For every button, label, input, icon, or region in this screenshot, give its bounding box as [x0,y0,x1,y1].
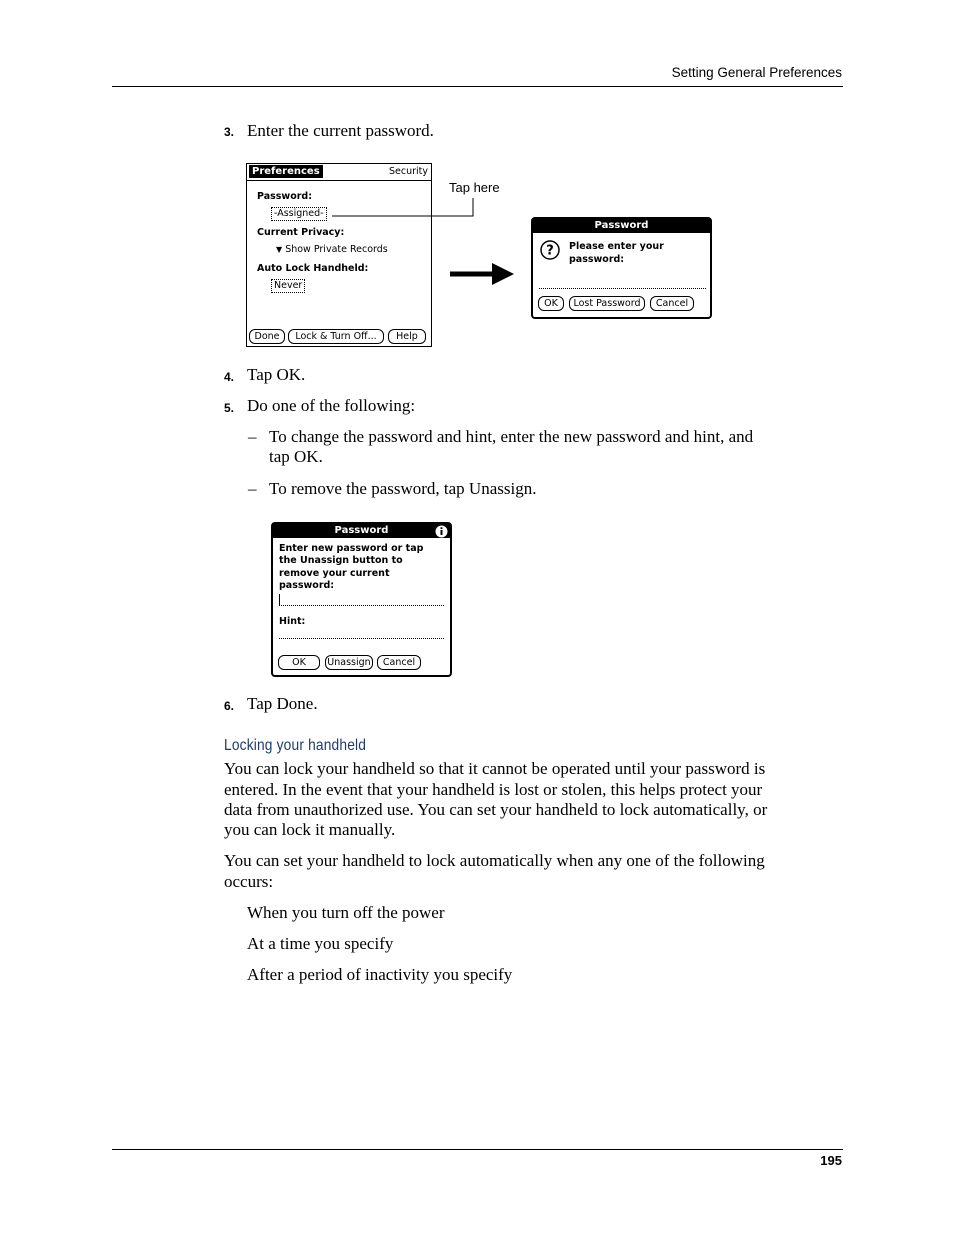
step-6-text: Tap Done. [247,694,318,713]
password-assigned-box[interactable]: -Assigned- [271,207,327,221]
bullet-1-line-2: tap OK. [269,447,323,466]
page-number: 195 [820,1153,842,1168]
section-heading: Locking your handheld [224,737,367,754]
message-line-2: the Unassign button to [279,555,403,566]
list-item: At a time you specify [247,934,394,953]
preferences-tab-title: Preferences [249,165,323,178]
bullet-dash: – [248,479,257,498]
password-label: Password: [257,191,313,202]
message-line-1: Enter new password or tap [279,543,424,554]
footer-rule [112,1149,843,1150]
question-icon [539,239,561,261]
step-5-text: Do one of the following: [247,396,416,415]
hint-label: Hint: [279,616,306,627]
cancel-button[interactable]: Cancel [377,655,421,670]
running-header: Setting General Preferences [671,65,842,80]
ok-button[interactable]: OK [538,296,564,311]
callout-leader-line [330,196,480,221]
list-item: When you turn off the power [247,903,445,922]
prompt-line-1: Please enter your [569,241,664,252]
privacy-value: Show Private Records [285,244,388,255]
cancel-button[interactable]: Cancel [650,296,694,311]
done-button[interactable]: Done [249,329,285,344]
text-cursor [279,594,280,605]
para-1-line-4: you can lock it manually. [224,820,396,839]
auto-lock-never-box[interactable]: Never [271,279,305,293]
info-icon[interactable] [435,525,448,538]
message-line-4: password: [279,580,335,591]
step-4-text: Tap OK. [247,365,306,384]
lost-password-button[interactable]: Lost Password [569,296,645,311]
step-3-text: Enter the current password. [247,121,434,140]
message-line-3: remove your current [279,568,390,579]
triangle-down-icon: ▼ [276,245,283,254]
password-entry-field[interactable] [539,288,706,289]
dialog-title: Password [273,524,450,538]
right-arrow-icon [448,260,518,290]
dialog-title: Password [533,219,710,233]
para-1-line-2: entered. In the event that your handheld is lost or stolen, this helps protect your [224,780,763,799]
auto-lock-label: Auto Lock Handheld: [257,263,369,274]
unassign-button[interactable]: Unassign [325,655,373,670]
privacy-selector[interactable] [276,244,388,255]
new-password-dialog [271,522,452,677]
lock-turn-off-button[interactable]: Lock & Turn Off... [288,329,384,344]
step-4-number: 4. [224,370,235,384]
para-1-line-3: data from unauthorized use. You can set your handheld to lock automatically, or [224,800,768,819]
password-dialog [531,217,712,319]
screen-title-bar [247,164,431,181]
step-5-number: 5. [224,401,235,415]
bullet-2-text: To remove the password, tap Unassign. [269,479,537,498]
hint-field[interactable] [279,638,444,639]
prompt-line-2: password: [569,254,625,265]
para-1-line-1: You can lock your handheld so that it cannot be operated until your password is [224,759,766,778]
para-2-line-2: occurs: [224,872,274,891]
bullet-1-line-1: To change the password and hint, enter the new password and hint, and [269,427,754,446]
tap-here-callout: Tap here [449,180,500,195]
list-item: After a period of inactivity you specify [247,965,513,984]
bullet-dash: – [248,427,257,446]
ok-button[interactable]: OK [278,655,320,670]
para-2-line-1: You can set your handheld to lock automatically when any one of the following [224,851,765,870]
header-rule [112,86,843,87]
security-prefs-screen [246,163,432,347]
svg-text:?: ? [546,243,554,259]
help-button[interactable]: Help [388,329,426,344]
new-password-field[interactable] [279,605,444,606]
step-3-number: 3. [224,125,235,139]
step-6-number: 6. [224,699,235,713]
security-category-label[interactable]: Security [388,166,428,177]
current-privacy-label: Current Privacy: [257,227,345,238]
